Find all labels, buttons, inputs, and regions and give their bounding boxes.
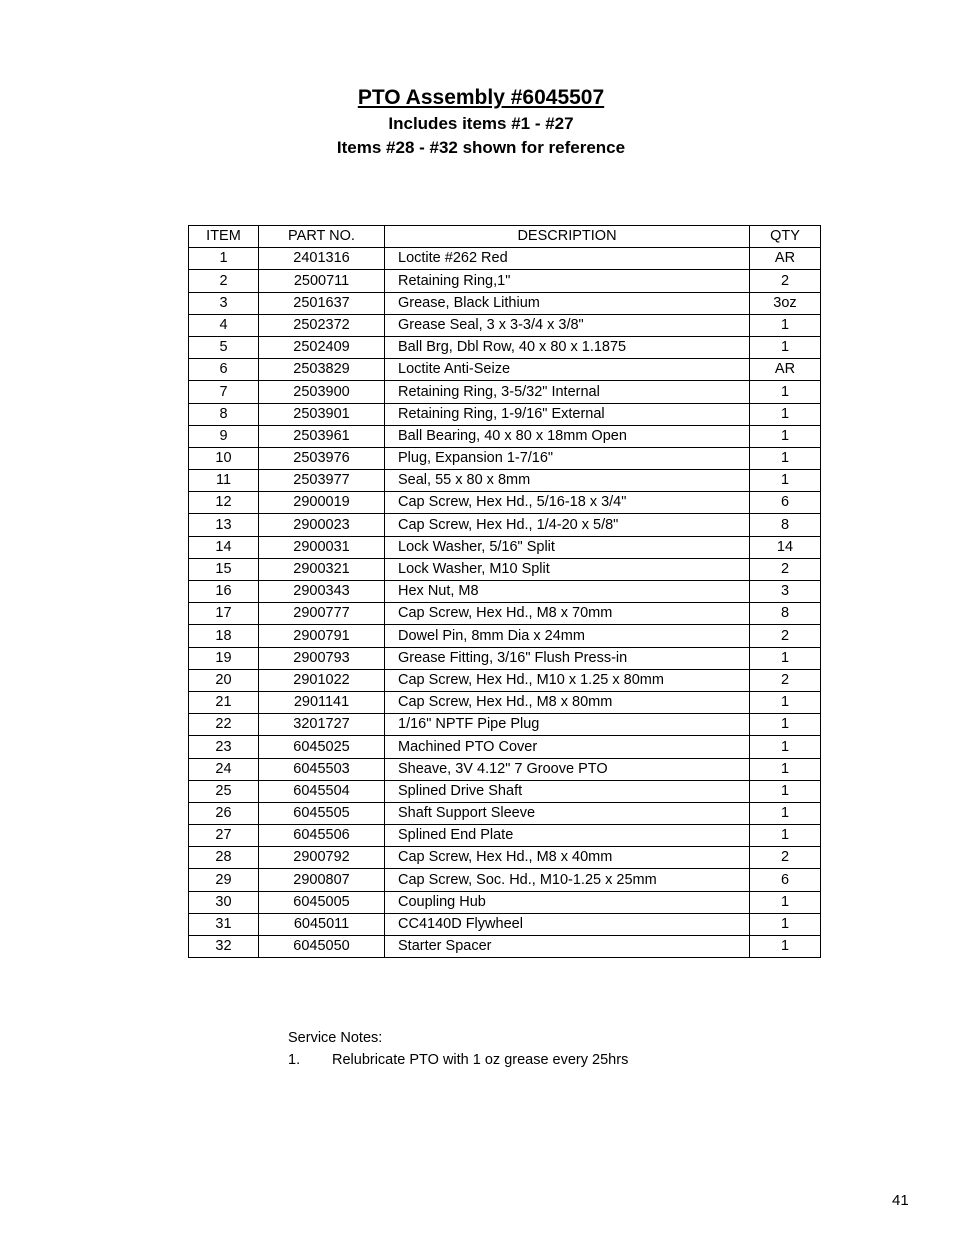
- cell-item: 30: [189, 891, 259, 913]
- cell-part-no: 2503900: [259, 381, 385, 403]
- cell-part-no: 6045005: [259, 891, 385, 913]
- cell-part-no: 6045505: [259, 802, 385, 824]
- service-notes-heading: Service Notes:: [288, 1030, 383, 1046]
- cell-item: 28: [189, 847, 259, 869]
- cell-item: 32: [189, 936, 259, 958]
- parts-table: [188, 225, 821, 958]
- cell-qty: 1: [750, 403, 821, 425]
- cell-item: 24: [189, 758, 259, 780]
- cell-item: 6: [189, 359, 259, 381]
- cell-part-no: 6045050: [259, 936, 385, 958]
- cell-item: 12: [189, 492, 259, 514]
- cell-description: Dowel Pin, 8mm Dia x 24mm: [385, 625, 750, 647]
- column-header-item: ITEM: [189, 226, 259, 248]
- cell-description: Starter Spacer: [385, 936, 750, 958]
- table-row: [189, 581, 821, 603]
- table-header-row: [189, 226, 821, 248]
- service-note-item: [288, 1049, 628, 1071]
- cell-qty: 2: [750, 669, 821, 691]
- cell-part-no: 2900807: [259, 869, 385, 891]
- cell-part-no: 2503976: [259, 447, 385, 469]
- cell-part-no: 2900019: [259, 492, 385, 514]
- cell-description: Loctite Anti-Seize: [385, 359, 750, 381]
- cell-item: 26: [189, 802, 259, 824]
- cell-part-no: 2900791: [259, 625, 385, 647]
- cell-qty: 1: [750, 314, 821, 336]
- cell-description: Cap Screw, Hex Hd., M10 x 1.25 x 80mm: [385, 669, 750, 691]
- cell-qty: 1: [750, 825, 821, 847]
- cell-part-no: 2900321: [259, 558, 385, 580]
- cell-part-no: 2900777: [259, 603, 385, 625]
- cell-qty: 2: [750, 847, 821, 869]
- cell-part-no: 2900792: [259, 847, 385, 869]
- cell-qty: 1: [750, 470, 821, 492]
- cell-qty: 1: [750, 736, 821, 758]
- cell-item: 18: [189, 625, 259, 647]
- cell-item: 20: [189, 669, 259, 691]
- cell-part-no: 3201727: [259, 714, 385, 736]
- cell-part-no: 2901022: [259, 669, 385, 691]
- cell-item: 9: [189, 425, 259, 447]
- cell-part-no: 6045503: [259, 758, 385, 780]
- page-number: 41: [892, 1192, 909, 1209]
- cell-qty: 1: [750, 647, 821, 669]
- table-row: [189, 492, 821, 514]
- column-header-description: DESCRIPTION: [385, 226, 750, 248]
- cell-description: Grease, Black Lithium: [385, 292, 750, 314]
- cell-item: 31: [189, 913, 259, 935]
- table-row: [189, 714, 821, 736]
- parts-table-body: [189, 248, 821, 958]
- cell-description: Grease Fitting, 3/16" Flush Press-in: [385, 647, 750, 669]
- cell-item: 29: [189, 869, 259, 891]
- table-row: [189, 891, 821, 913]
- cell-item: 23: [189, 736, 259, 758]
- table-row: [189, 603, 821, 625]
- table-row: [189, 625, 821, 647]
- cell-qty: AR: [750, 359, 821, 381]
- cell-description: Ball Brg, Dbl Row, 40 x 80 x 1.1875: [385, 336, 750, 358]
- cell-item: 8: [189, 403, 259, 425]
- table-row: [189, 669, 821, 691]
- cell-qty: 1: [750, 780, 821, 802]
- service-notes: [288, 1027, 628, 1071]
- cell-part-no: 2503829: [259, 359, 385, 381]
- cell-item: 10: [189, 447, 259, 469]
- cell-description: Splined End Plate: [385, 825, 750, 847]
- cell-part-no: 2502372: [259, 314, 385, 336]
- cell-qty: 1: [750, 691, 821, 713]
- table-row: [189, 470, 821, 492]
- cell-qty: 8: [750, 514, 821, 536]
- cell-qty: 2: [750, 558, 821, 580]
- cell-part-no: 2501637: [259, 292, 385, 314]
- cell-item: 15: [189, 558, 259, 580]
- cell-qty: 1: [750, 936, 821, 958]
- cell-item: 2: [189, 270, 259, 292]
- cell-qty: 6: [750, 492, 821, 514]
- cell-description: Cap Screw, Hex Hd., M8 x 70mm: [385, 603, 750, 625]
- cell-item: 14: [189, 536, 259, 558]
- table-row: [189, 248, 821, 270]
- cell-description: Loctite #262 Red: [385, 248, 750, 270]
- table-row: [189, 381, 821, 403]
- cell-description: Lock Washer, M10 Split: [385, 558, 750, 580]
- cell-description: Cap Screw, Hex Hd., M8 x 80mm: [385, 691, 750, 713]
- cell-qty: 6: [750, 869, 821, 891]
- table-row: [189, 359, 821, 381]
- cell-description: Retaining Ring, 3-5/32" Internal: [385, 381, 750, 403]
- service-note-text: Relubricate PTO with 1 oz grease every 25hrs: [332, 1052, 629, 1068]
- cell-item: 13: [189, 514, 259, 536]
- table-row: [189, 647, 821, 669]
- cell-description: 1/16" NPTF Pipe Plug: [385, 714, 750, 736]
- cell-part-no: 2901141: [259, 691, 385, 713]
- cell-description: Seal, 55 x 80 x 8mm: [385, 470, 750, 492]
- cell-item: 16: [189, 581, 259, 603]
- table-row: [189, 847, 821, 869]
- page-header: [0, 84, 954, 160]
- cell-qty: 1: [750, 758, 821, 780]
- table-row: [189, 936, 821, 958]
- cell-description: Shaft Support Sleeve: [385, 802, 750, 824]
- service-note-number: 1.: [288, 1052, 301, 1068]
- table-row: [189, 447, 821, 469]
- table-row: [189, 536, 821, 558]
- cell-qty: 1: [750, 913, 821, 935]
- table-row: [189, 780, 821, 802]
- cell-description: Plug, Expansion 1-7/16": [385, 447, 750, 469]
- cell-item: 3: [189, 292, 259, 314]
- cell-description: Coupling Hub: [385, 891, 750, 913]
- cell-qty: 1: [750, 336, 821, 358]
- cell-qty: 14: [750, 536, 821, 558]
- cell-part-no: 6045506: [259, 825, 385, 847]
- page-subtitle-includes: Includes items #1 - #27: [388, 114, 574, 133]
- cell-part-no: 2502409: [259, 336, 385, 358]
- cell-item: 7: [189, 381, 259, 403]
- cell-qty: 1: [750, 447, 821, 469]
- cell-description: Cap Screw, Hex Hd., 1/4-20 x 5/8": [385, 514, 750, 536]
- cell-part-no: 2900031: [259, 536, 385, 558]
- cell-qty: 2: [750, 270, 821, 292]
- cell-description: Cap Screw, Soc. Hd., M10-1.25 x 25mm: [385, 869, 750, 891]
- cell-qty: 1: [750, 425, 821, 447]
- cell-qty: 2: [750, 625, 821, 647]
- cell-part-no: 2503961: [259, 425, 385, 447]
- cell-part-no: 6045504: [259, 780, 385, 802]
- cell-description: Retaining Ring,1": [385, 270, 750, 292]
- cell-description: CC4140D Flywheel: [385, 913, 750, 935]
- cell-description: Sheave, 3V 4.12" 7 Groove PTO: [385, 758, 750, 780]
- cell-description: Splined Drive Shaft: [385, 780, 750, 802]
- cell-item: 25: [189, 780, 259, 802]
- cell-part-no: 2900793: [259, 647, 385, 669]
- cell-qty: 1: [750, 714, 821, 736]
- cell-qty: 3: [750, 581, 821, 603]
- table-row: [189, 292, 821, 314]
- table-row: [189, 758, 821, 780]
- cell-part-no: 2401316: [259, 248, 385, 270]
- cell-part-no: 2900023: [259, 514, 385, 536]
- table-row: [189, 802, 821, 824]
- table-row: [189, 736, 821, 758]
- table-row: [189, 691, 821, 713]
- cell-item: 1: [189, 248, 259, 270]
- page-title: PTO Assembly #6045507: [357, 86, 605, 109]
- table-row: [189, 558, 821, 580]
- table-row: [189, 425, 821, 447]
- cell-qty: 1: [750, 381, 821, 403]
- cell-item: 27: [189, 825, 259, 847]
- cell-description: Machined PTO Cover: [385, 736, 750, 758]
- cell-description: Hex Nut, M8: [385, 581, 750, 603]
- cell-part-no: 2900343: [259, 581, 385, 603]
- cell-qty: 1: [750, 891, 821, 913]
- cell-item: 5: [189, 336, 259, 358]
- cell-description: Cap Screw, Hex Hd., 5/16-18 x 3/4": [385, 492, 750, 514]
- table-row: [189, 825, 821, 847]
- cell-description: Grease Seal, 3 x 3-3/4 x 3/8": [385, 314, 750, 336]
- table-row: [189, 913, 821, 935]
- cell-item: 22: [189, 714, 259, 736]
- table-row: [189, 336, 821, 358]
- cell-part-no: 2503901: [259, 403, 385, 425]
- cell-qty: AR: [750, 248, 821, 270]
- column-header-part-no: PART NO.: [259, 226, 385, 248]
- cell-description: Cap Screw, Hex Hd., M8 x 40mm: [385, 847, 750, 869]
- cell-item: 17: [189, 603, 259, 625]
- table-row: [189, 270, 821, 292]
- table-row: [189, 869, 821, 891]
- page-subtitle-reference: Items #28 - #32 shown for reference: [336, 138, 626, 157]
- cell-item: 11: [189, 470, 259, 492]
- cell-description: Retaining Ring, 1-9/16" External: [385, 403, 750, 425]
- cell-part-no: 6045011: [259, 913, 385, 935]
- table-row: [189, 403, 821, 425]
- table-row: [189, 514, 821, 536]
- cell-qty: 8: [750, 603, 821, 625]
- cell-qty: 1: [750, 802, 821, 824]
- cell-part-no: 6045025: [259, 736, 385, 758]
- cell-part-no: 2503977: [259, 470, 385, 492]
- column-header-qty: QTY: [750, 226, 821, 248]
- cell-item: 19: [189, 647, 259, 669]
- cell-part-no: 2500711: [259, 270, 385, 292]
- cell-qty: 3oz: [750, 292, 821, 314]
- table-row: [189, 314, 821, 336]
- cell-description: Lock Washer, 5/16" Split: [385, 536, 750, 558]
- cell-description: Ball Bearing, 40 x 80 x 18mm Open: [385, 425, 750, 447]
- cell-item: 21: [189, 691, 259, 713]
- cell-item: 4: [189, 314, 259, 336]
